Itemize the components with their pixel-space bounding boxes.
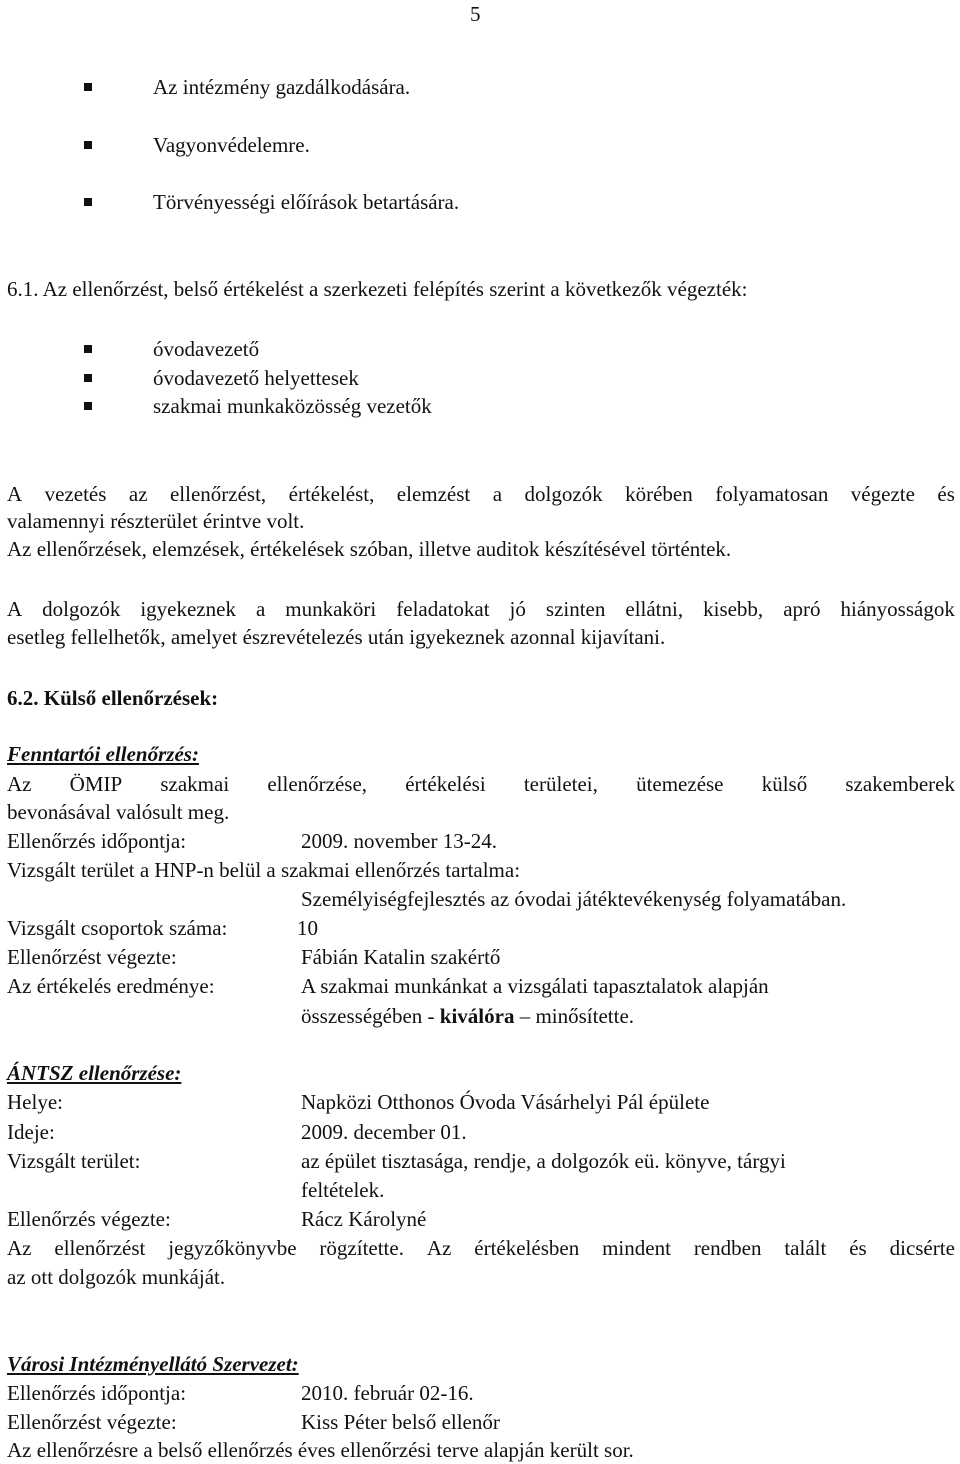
word: körében xyxy=(625,482,693,506)
antsz-inspector-label: Ellenőrzés végezte: xyxy=(7,1207,171,1231)
antsz-title: ÁNTSZ ellenőrzése: xyxy=(7,1061,182,1085)
word: dolgozók xyxy=(524,482,603,506)
bullet-text: Törvényességi előírások betartására. xyxy=(153,190,460,214)
word: mindent xyxy=(602,1236,671,1260)
antsz-area-line-1: az épület tisztasága, rendje, a dolgozók eü. könyve, tárgyi xyxy=(301,1149,786,1173)
result-pre: összességében - xyxy=(301,1004,440,1028)
antsz-summary-line-1 xyxy=(7,1235,955,1261)
word: külső xyxy=(761,772,808,796)
word: kisebb, xyxy=(703,597,764,621)
word: értékelést, xyxy=(288,482,375,506)
bullet-icon xyxy=(84,345,92,353)
varosi-inspector-label: Ellenőrzést végezte: xyxy=(7,1410,177,1434)
word: Az xyxy=(7,1236,32,1260)
varosi-inspector-value: Kiss Péter belső ellenőr xyxy=(301,1410,500,1434)
word: jegyzőkönyvbe xyxy=(168,1236,297,1260)
word: rögzítette. xyxy=(319,1236,404,1260)
word: Az xyxy=(426,1236,452,1260)
word: és xyxy=(937,482,955,506)
bullet-text: Az intézmény gazdálkodására. xyxy=(153,75,411,99)
inspector-label: Ellenőrzést végezte: xyxy=(7,945,177,969)
word: az xyxy=(128,482,148,506)
groups-value: 10 xyxy=(297,916,318,940)
varosi-date-label: Ellenőrzés időpontja: xyxy=(7,1381,187,1405)
word: talált xyxy=(784,1236,827,1260)
section-61-heading: 6.1. Az ellenőrzést, belső értékelést a szerkezeti felépítés szerint a következők végezték: xyxy=(7,277,748,301)
word: értékelésben xyxy=(474,1236,580,1260)
paragraph-2: Az ellenőrzések, elemzések, értékelések szóban, illetve auditok készítésével történtek. xyxy=(7,537,732,561)
fenntartoi-line-1 xyxy=(7,771,955,797)
word: feladatokat xyxy=(396,597,490,621)
word: ellenőrzést, xyxy=(169,482,267,506)
fenntartoi-line-2: bevonásával valósult meg. xyxy=(7,800,230,824)
area-label: Vizsgált terület a HNP-n belül a szakmai ellenőrzés tartalma: xyxy=(7,858,521,882)
word: munkaköri xyxy=(285,597,377,621)
varosi-summary: Az ellenőrzésre a belső ellenőrzés éves ellenőrzési terve alapján került sor. xyxy=(7,1438,634,1462)
bullet-icon xyxy=(84,83,92,91)
result-label: Az értékelés eredménye: xyxy=(7,974,215,998)
word: A xyxy=(7,482,23,506)
word: ellátni, xyxy=(625,597,684,621)
word: szakemberek xyxy=(845,772,955,796)
bullet-text: Vagyonvédelemre. xyxy=(153,133,310,157)
time-value: 2009. december 01. xyxy=(301,1120,467,1144)
antsz-area-line-2: feltételek. xyxy=(301,1178,385,1202)
word: jó xyxy=(509,597,526,621)
result-rating: kiválóra xyxy=(439,1004,515,1028)
section-62-heading: 6.2. Külső ellenőrzések: xyxy=(7,686,219,710)
varosi-title: Városi Intézményellátó Szervezet: xyxy=(7,1352,299,1376)
word: értékelési xyxy=(405,772,486,796)
bullet-icon xyxy=(84,374,92,382)
word: ellenőrzést xyxy=(54,1236,146,1260)
word: A xyxy=(7,597,23,621)
paragraph-1-line-2: valamennyi részterület érintve volt. xyxy=(7,509,305,533)
area-value: Személyiségfejlesztés az óvodai játéktevékenység folyamatában. xyxy=(301,887,847,911)
bullet-icon xyxy=(84,402,92,410)
result-line-1: A szakmai munkánkat a vizsgálati tapasztalatok alapján xyxy=(301,974,769,998)
word: ellenőrzése, xyxy=(267,772,368,796)
fenntartoi-title: Fenntartói ellenőrzés: xyxy=(7,742,199,766)
bullet-icon xyxy=(84,141,92,149)
place-value: Napközi Otthonos Óvoda Vásárhelyi Pál épülete xyxy=(301,1090,710,1114)
word: dolgozók xyxy=(42,597,121,621)
word: a xyxy=(492,482,503,506)
time-label: Ideje: xyxy=(7,1120,55,1144)
result-line-2 xyxy=(301,1003,634,1029)
result-post: – minősítette. xyxy=(514,1004,635,1028)
date-value: 2009. november 13-24. xyxy=(301,829,497,853)
word: igyekeznek xyxy=(140,597,236,621)
word: ütemezése xyxy=(636,772,724,796)
role-item: óvodavezető helyettesek xyxy=(153,366,359,390)
varosi-date-value: 2010. február 02-16. xyxy=(301,1381,474,1405)
word: a xyxy=(255,597,266,621)
paragraph-1-line-1 xyxy=(7,481,955,507)
word: ÖMIP xyxy=(69,772,123,796)
word: és xyxy=(849,1236,867,1260)
word: szinten xyxy=(545,597,606,621)
word: rendben xyxy=(693,1236,762,1260)
role-item: óvodavezető xyxy=(153,337,260,361)
word: Az xyxy=(7,772,32,796)
word: hiányosságok xyxy=(840,597,955,621)
date-label: Ellenőrzés időpontja: xyxy=(7,829,187,853)
word: vezetés xyxy=(44,482,107,506)
place-label: Helye: xyxy=(7,1090,63,1114)
role-item: szakmai munkaközösség vezetők xyxy=(153,394,432,418)
word: folyamatosan xyxy=(715,482,829,506)
antsz-inspector-value: Rácz Károlyné xyxy=(301,1207,427,1231)
antsz-summary-line-2: az ott dolgozók munkáját. xyxy=(7,1265,226,1289)
bullet-icon xyxy=(84,198,92,206)
word: végezte xyxy=(850,482,915,506)
word: dicsérte xyxy=(889,1236,955,1260)
word: szakmai xyxy=(160,772,230,796)
paragraph-3-line-2: esetleg fellelhetők, amelyet észrevételezés után igyekeznek azonnal kijavítani. xyxy=(7,625,666,649)
groups-label: Vizsgált csoportok száma: xyxy=(7,916,228,940)
word: apró xyxy=(783,597,821,621)
word: területei, xyxy=(523,772,598,796)
antsz-area-label: Vizsgált terület: xyxy=(7,1149,141,1173)
page-number: 5 xyxy=(470,2,481,26)
paragraph-3-line-1 xyxy=(7,596,955,622)
inspector-value: Fábián Katalin szakértő xyxy=(301,945,501,969)
word: elemzést xyxy=(396,482,471,506)
